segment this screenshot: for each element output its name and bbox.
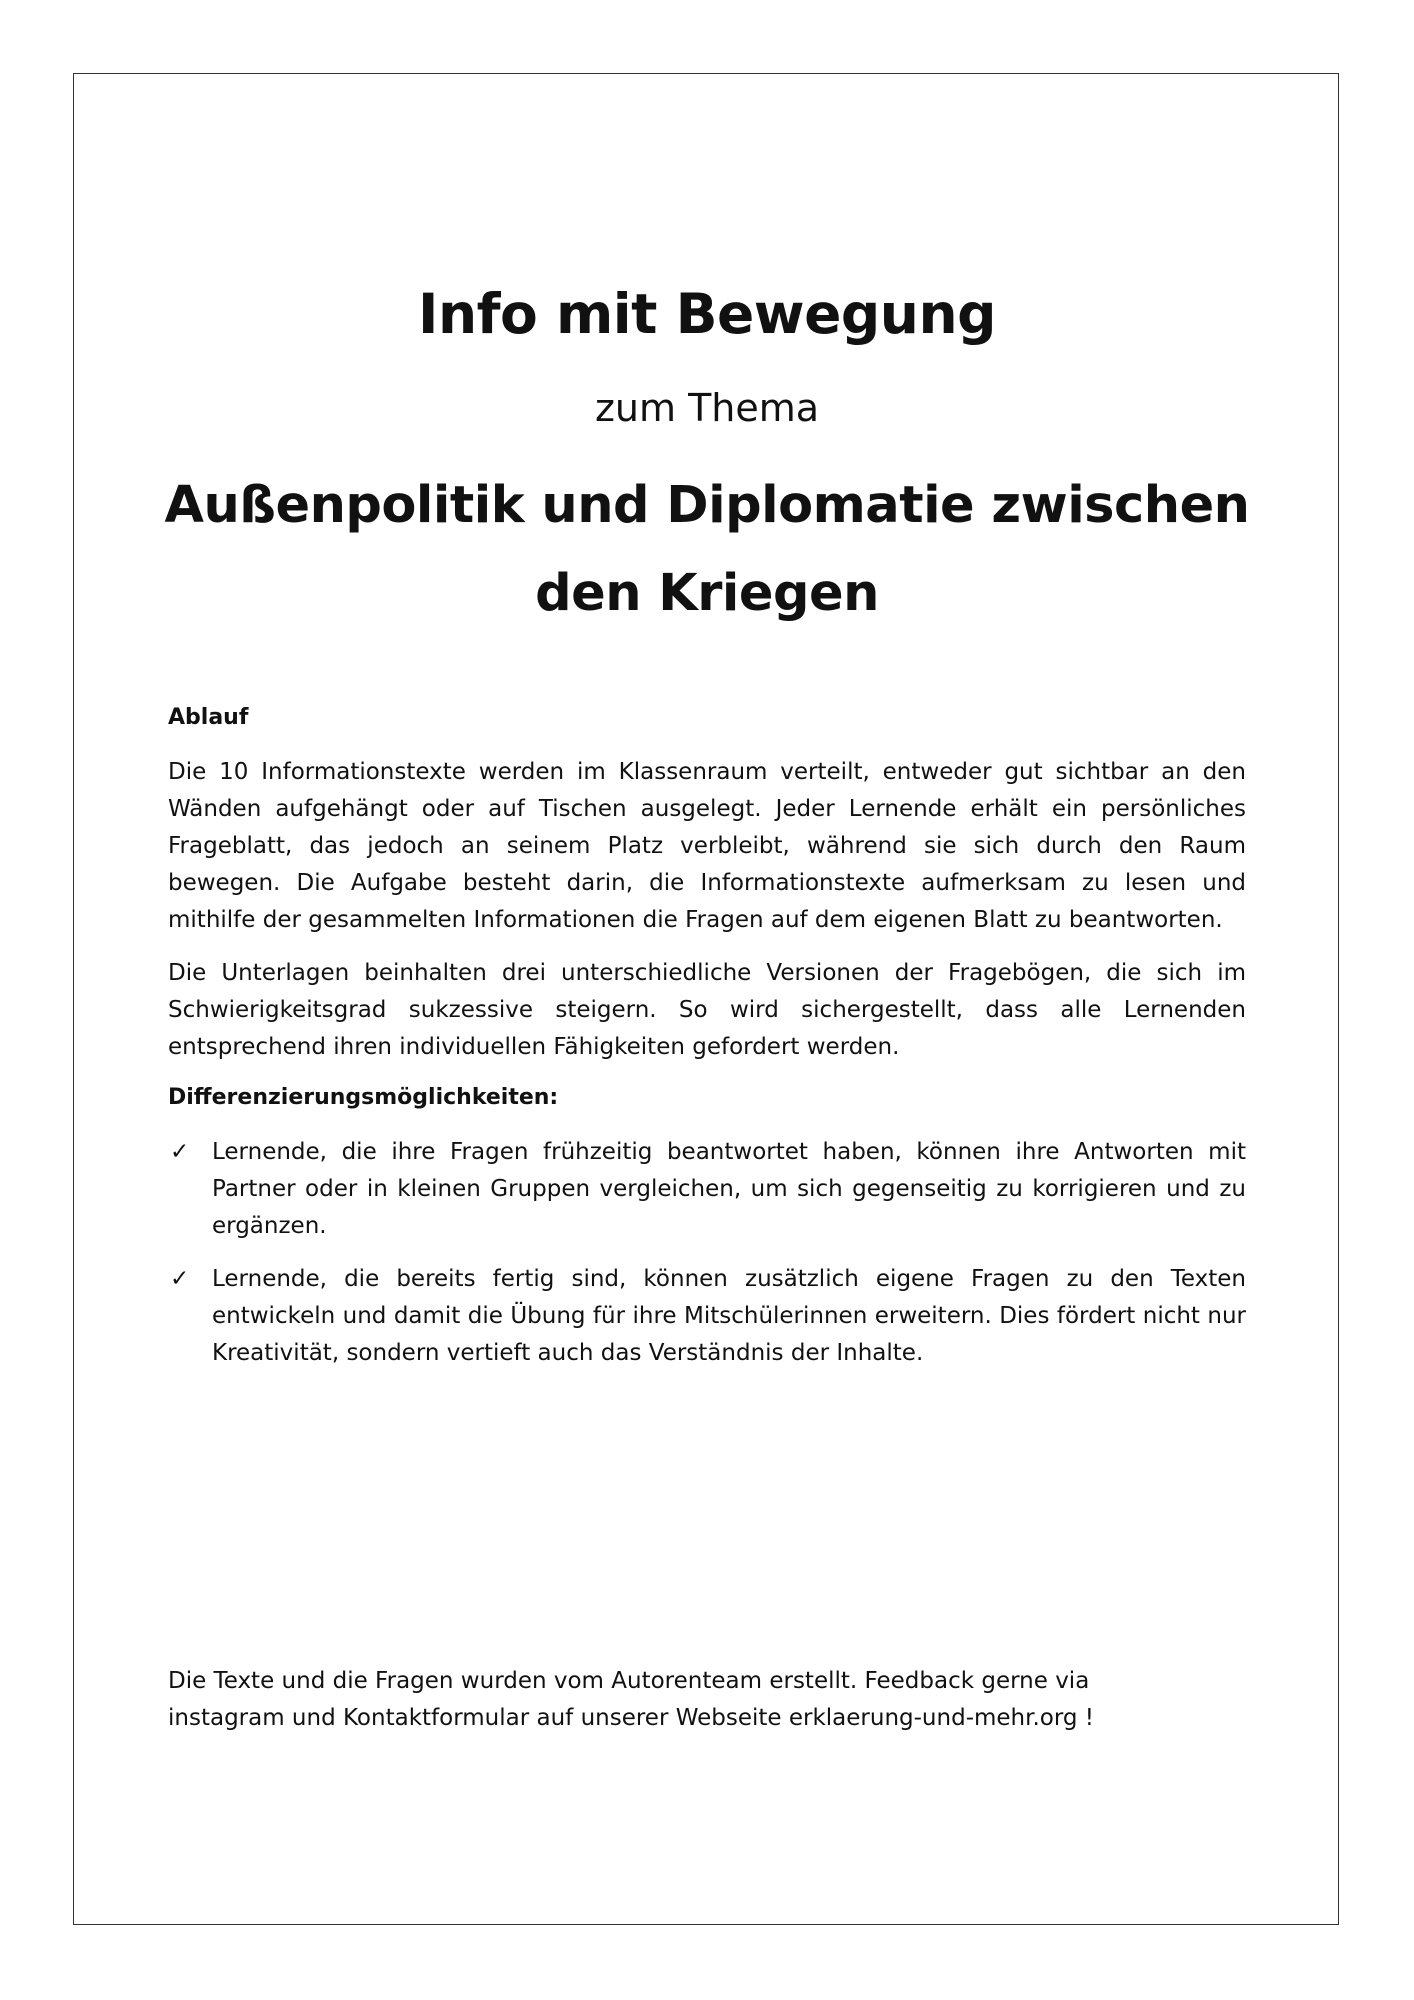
check-mark-icon: ✓ (170, 1266, 190, 1292)
ablauf-paragraph-2: Die Unterlagen beinhalten drei unterschiedliche Versionen der Fragebögen, die sich im Schwierigkeitsgrad sukzessive steigern. So wird sichergestellt, dass alle Lernenden entsprechend ihren individuellen Fähigkeiten gefordert werden. (168, 960, 1246, 1060)
content-body (168, 702, 1246, 1388)
differenzierung-heading: Differenzierungsmöglichkeiten: (168, 1085, 559, 1110)
list-item (168, 1134, 1246, 1245)
differenzierung-list (168, 1134, 1246, 1372)
footer-line-1: Die Texte und die Fragen wurden vom Autorenteam erstellt. Feedback gerne via (168, 1668, 1090, 1694)
footer-note (168, 1663, 1268, 1737)
ablauf-paragraph-1: Die 10 Informationstexte werden im Klassenraum verteilt, entweder gut sichtbar an den Wänden aufgehängt oder auf Tischen ausgelegt. Jeder Lernende erhält ein persönliches Frageblatt, das jedoch an seinem Platz verbleibt, während sie sich durch den Raum bewegen. Die Aufgabe besteht darin, die Informationstexte aufmerksam zu lesen und mithilfe der gesammelten Informationen die Fragen auf dem eigenen Blatt zu beantworten. (168, 759, 1246, 933)
footer-line-2: instagram und Kontaktformular auf unserer Webseite erklaerung-und-mehr.org ! (168, 1705, 1095, 1731)
list-item-text: Lernende, die ihre Fragen frühzeitig beantwortet haben, können ihre Antworten mit Partner oder in kleinen Gruppen vergleichen, um sich gegenseitig zu korrigieren und zu ergänzen. (212, 1139, 1246, 1239)
page-subtitle: zum Thema (594, 386, 820, 430)
list-item-text: Lernende, die bereits fertig sind, können zusätzlich eigene Fragen zu den Texten entwickeln und damit die Übung für ihre Mitschülerinnen erweitern. Dies fördert nicht nur Kreativität, sondern vertieft auch das Verständnis der Inhalte. (212, 1266, 1246, 1366)
check-mark-icon: ✓ (170, 1139, 190, 1165)
ablauf-heading: Ablauf (168, 705, 249, 730)
topic-title: Außenpolitik und Diplomatie zwischen den Kriegen (164, 476, 1250, 623)
list-item (168, 1261, 1246, 1372)
page-title: Info mit Bewegung (418, 282, 996, 346)
